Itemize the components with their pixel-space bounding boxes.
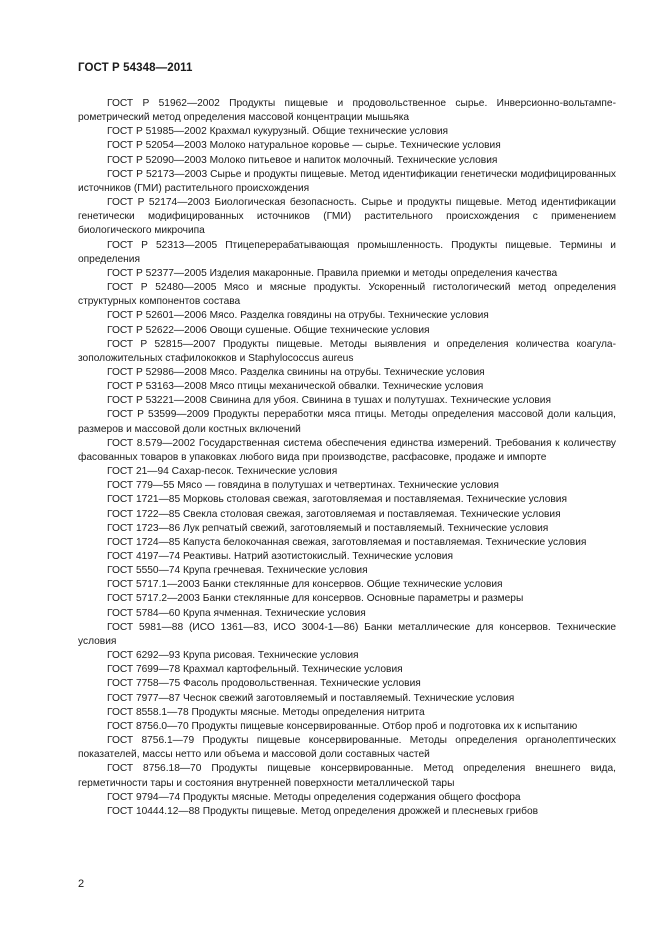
reference-entry: ГОСТ 8558.1—78 Продукты мясные. Методы определения нитрита (107, 706, 425, 718)
reference-entry: ГОСТ 6292—93 Крупа рисовая. Технические условия (107, 650, 359, 662)
reference-entry: ГОСТ Р 51985—2002 Крахмал кукурузный. Общие технические условия (107, 126, 449, 138)
reference-entry: ГОСТ Р 52173—2003 Сырье и продукты пищевые. Метод идентификации генетически модифицированных источников (ГМИ) растительного происхождения (78, 168, 616, 194)
reference-entry: ГОСТ 1721—85 Морковь столовая свежая, заготовляемая и поставляемая. Технические условия (107, 494, 568, 506)
reference-entry: ГОСТ 5784—60 Крупа ячменная. Технические условия (107, 607, 366, 619)
reference-entry: ГОСТ Р 52174—2003 Биологическая безопасность. Сырье и продукты пищевые. Метод идентификации генетически модифицированных источников (ГМИ) растительного происхождения с применением биологического микрочипа (78, 197, 616, 237)
reference-entry: ГОСТ 7758—75 Фасоль продовольственная. Технические условия (107, 678, 421, 690)
reference-entry: ГОСТ 5981—88 (ИСО 1361—83, ИСО 3004-1—86) Банки металлические для консервов. Технические условия (78, 621, 616, 647)
reference-entry: ГОСТ Р 51962—2002 Продукты пищевые и продовольственное сырье. Инверсионно-вольтамперометрический метод определения массовой концентрации мышьяка (78, 98, 616, 124)
reference-entry: ГОСТ 7977—87 Чеснок свежий заготовляемый и поставляемый. Технические условия (107, 692, 515, 704)
reference-entry: ГОСТ Р 52054—2003 Молоко натуральное коровье — сырье. Технические условия (107, 140, 501, 152)
reference-entry: ГОСТ 10444.12—88 Продукты пищевые. Метод определения дрожжей и плесневых грибов (107, 805, 539, 817)
reference-entry: ГОСТ 4197—74 Реактивы. Натрий азотистокислый. Технические условия (107, 551, 454, 562)
reference-entry: ГОСТ Р 53221—2008 Свинина для убоя. Свинина в тушах и полутушах. Технические условия (107, 395, 551, 407)
reference-entry: ГОСТ 8756.18—70 Продукты пищевые консервированные. Метод определения внешнего вида, герметичности тары и состояния внутренней поверхности металлической тары (78, 763, 616, 789)
reference-entry: ГОСТ 8756.0—70 Продукты пищевые консервированные. Отбор проб и подготовка их к испытанию (107, 720, 578, 732)
reference-entry: ГОСТ 779—55 Мясо — говядина в полутушах и четвертинах. Технические условия (107, 480, 499, 492)
reference-entry: ГОСТ Р 53163—2008 Мясо птицы механической обвалки. Технические условия (107, 381, 484, 393)
reference-entry: ГОСТ Р 52601—2006 Мясо. Разделка говядины на отрубы. Технические условия (107, 310, 489, 322)
reference-entry: ГОСТ 1722—85 Свекла столовая свежая, заготовляемая и поставляемая. Технические условия (107, 508, 561, 520)
reference-entry: ГОСТ Р 52815—2007 Продукты пищевые. Методы выявления и определения количества коагулазоположительных стафилококков и Staphylococcus aureus (78, 338, 616, 364)
reference-entry: ГОСТ 1723—86 Лук репчатый свежий, заготовляемый и поставляемый. Технические условия (107, 522, 549, 534)
reference-entry: ГОСТ 21—94 Сахар-песок. Технические условия (107, 466, 338, 478)
reference-entry: ГОСТ 5550—74 Крупа гречневая. Технические условия (107, 565, 368, 577)
reference-entry: ГОСТ 7699—78 Крахмал картофельный. Технические условия (107, 664, 403, 676)
reference-entry: ГОСТ 8.579—2002 Государственная система обеспечения единства измерений. Требования к количеству фасованных товаров в упаковках любого вида при производстве, расфасовке, продаже и импорте (78, 437, 616, 463)
reference-entry: ГОСТ Р 53599—2009 Продукты переработки мяса птицы. Методы определения массовой доли кальция, размеров и массовой доли костных включений (78, 409, 616, 435)
reference-entry: ГОСТ 9794—74 Продукты мясные. Методы определения содержания общего фосфора (107, 791, 521, 803)
reference-entry: ГОСТ 5717.1—2003 Банки стеклянные для консервов. Общие технические условия (107, 579, 503, 591)
reference-entry: ГОСТ Р 52377—2005 Изделия макаронные. Правила приемки и методы определения качества (107, 267, 558, 279)
reference-entry: ГОСТ Р 52622—2006 Овощи сушеные. Общие технические условия (107, 324, 430, 336)
reference-entry: ГОСТ 8756.1—79 Продукты пищевые консервированные. Методы определения органолептических показателей, массы нетто или объема и массовой доли составных частей (78, 735, 616, 761)
reference-entry: ГОСТ 5717.2—2003 Банки стеклянные для консервов. Основные параметры и размеры (107, 593, 524, 605)
reference-entry: ГОСТ Р 52313—2005 Птицеперерабатывающая промышленность. Продукты пищевые. Термины и определения (78, 239, 616, 265)
reference-entry: ГОСТ Р 52480—2005 Мясо и мясные продукты. Ускоренный гистологический метод определения структурных компонентов состава (78, 282, 616, 308)
reference-list (78, 97, 616, 819)
reference-entry: ГОСТ 1724—85 Капуста белокочанная свежая, заготовляемая и поставляемая. Технические условия (107, 536, 587, 548)
reference-entry: ГОСТ Р 52986—2008 Мясо. Разделка свинины на отрубы. Технические условия (107, 366, 485, 378)
reference-entry: ГОСТ Р 52090—2003 Молоко питьевое и напиток молочный. Технические условия (107, 154, 498, 166)
document-header: ГОСТ Р 54348—2011 (78, 62, 193, 74)
page-number: 2 (78, 878, 85, 890)
